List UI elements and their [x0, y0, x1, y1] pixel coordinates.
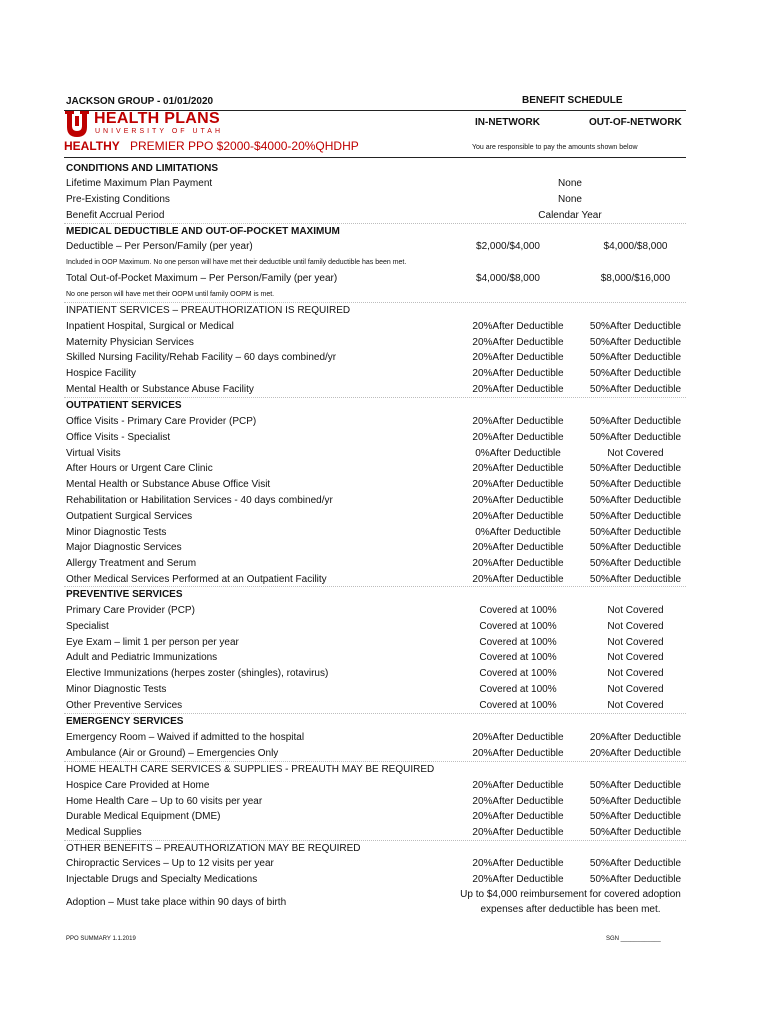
benefit-out-of-network-value: 50%After Deductible — [589, 416, 682, 427]
benefit-in-network-value: 20%After Deductible — [472, 463, 564, 475]
benefit-out-of-network-value: 50%After Deductible — [589, 558, 682, 570]
footer-right: SGN ____________ — [606, 936, 661, 942]
benefit-out-of-network-value: Not Covered — [607, 447, 664, 459]
benefit-out-of-network-value: 50%After Deductible — [589, 780, 682, 791]
benefit-row-label: Eye Exam – limit 1 per person per year — [66, 636, 239, 648]
adoption-line-2: expenses after deductible has been met. — [480, 904, 661, 915]
benefit-row-label: Mental Health or Substance Abuse Facility — [66, 383, 254, 395]
deductible-out-of-network: $4,000/$8,000 — [603, 241, 668, 252]
benefit-out-of-network-value: 50%After Deductible — [589, 510, 682, 522]
adoption-line-1: Up to $4,000 reimbursement for covered adoption — [460, 889, 681, 900]
preventive-title: PREVENTIVE SERVICES — [66, 589, 183, 600]
condition-value: Calendar Year — [538, 210, 602, 221]
inpatient-title: INPATIENT SERVICES – PREAUTHORIZATION IS REQUIRED — [66, 305, 351, 316]
footer-left: PPO SUMMARY 1.1.2019 — [66, 936, 136, 942]
benefit-in-network-value: 20%After Deductible — [472, 873, 564, 885]
section-rule — [64, 223, 686, 224]
benefit-out-of-network-value: 50%After Deductible — [589, 858, 682, 869]
benefit-out-of-network-value: Not Covered — [607, 668, 664, 680]
benefit-row-label: Major Diagnostic Services — [66, 542, 182, 554]
deductible-label: Deductible – Per Person/Family (per year) — [66, 241, 253, 252]
benefit-row-label: Inpatient Hospital, Surgical or Medical — [66, 321, 234, 332]
plan-name: PREMIER PPO $2000-$4000-20%QHDHP — [130, 139, 359, 153]
benefit-out-of-network-value: 50%After Deductible — [589, 873, 682, 885]
section-rule — [64, 840, 686, 841]
benefit-row-label: Mental Health or Substance Abuse Office Visit — [66, 479, 271, 491]
benefit-out-of-network-value: Not Covered — [607, 684, 664, 695]
benefit-in-network-value: 20%After Deductible — [472, 542, 564, 554]
benefit-row-label: Medical Supplies — [66, 827, 142, 839]
benefit-in-network-value: 20%After Deductible — [472, 495, 564, 506]
benefit-row-label: Adult and Pediatric Immunizations — [66, 652, 218, 664]
benefit-row-label: Home Health Care – Up to 60 visits per year — [66, 795, 263, 807]
benefit-row-label: Durable Medical Equipment (DME) — [66, 811, 221, 823]
benefit-row-label: Hospice Facility — [66, 368, 137, 380]
benefit-in-network-value: Covered at 100% — [479, 605, 557, 616]
benefit-row-label: Injectable Drugs and Specialty Medications — [66, 873, 258, 885]
oop-in-network: $4,000/$8,000 — [476, 273, 540, 284]
benefit-row-label: Maternity Physician Services — [66, 336, 194, 348]
section-rule — [64, 302, 686, 303]
benefit-in-network-value: 20%After Deductible — [472, 510, 564, 522]
benefit-out-of-network-value: 50%After Deductible — [589, 795, 682, 807]
deductible-note: Included in OOP Maximum. No one person will have met their deductible until family deductible has been met. — [66, 259, 407, 266]
benefit-out-of-network-value: 20%After Deductible — [589, 732, 682, 743]
benefit-row-label: Minor Diagnostic Tests — [66, 684, 167, 695]
benefit-in-network-value: 0%After Deductible — [475, 447, 561, 459]
emergency-title: EMERGENCY SERVICES — [66, 716, 184, 727]
benefit-in-network-value: Covered at 100% — [479, 620, 557, 632]
benefit-in-network-value: Covered at 100% — [479, 684, 557, 695]
benefit-row-label: Ambulance (Air or Ground) – Emergencies Only — [66, 748, 279, 759]
medical-deductible-title: MEDICAL DEDUCTIBLE AND OUT-OF-POCKET MAXIMUM — [66, 226, 340, 237]
section-rule — [64, 586, 686, 587]
benefit-out-of-network-value: 50%After Deductible — [589, 526, 682, 538]
benefit-in-network-value: 0%After Deductible — [475, 526, 561, 538]
benefit-in-network-value: 20%After Deductible — [472, 352, 564, 364]
benefit-in-network-value: 20%After Deductible — [472, 827, 564, 839]
benefit-in-network-value: 20%After Deductible — [472, 732, 564, 743]
benefit-out-of-network-value: 50%After Deductible — [589, 431, 682, 443]
benefit-out-of-network-value: 50%After Deductible — [589, 336, 682, 348]
section-rule — [64, 397, 686, 398]
group-line: JACKSON GROUP - 01/01/2020 — [66, 96, 214, 107]
benefit-out-of-network-value: Not Covered — [607, 636, 664, 648]
benefit-in-network-value: 20%After Deductible — [472, 336, 564, 348]
benefit-out-of-network-value: 50%After Deductible — [589, 368, 682, 380]
benefit-out-of-network-value: 50%After Deductible — [589, 463, 682, 475]
logo-subtitle: UNIVERSITY OF UTAH — [95, 128, 224, 135]
benefit-out-of-network-value: 20%After Deductible — [589, 748, 682, 759]
condition-label: Pre-Existing Conditions — [66, 194, 170, 205]
benefit-row-label: Office Visits - Primary Care Provider (PCP) — [66, 416, 257, 427]
oop-label: Total Out-of-Pocket Maximum – Per Person/Family (per year) — [66, 273, 338, 284]
benefit-row-label: Hospice Care Provided at Home — [66, 780, 210, 791]
home-health-title: HOME HEALTH CARE SERVICES & SUPPLIES - PREAUTH MAY BE REQUIRED — [66, 764, 435, 775]
condition-label: Benefit Accrual Period — [66, 210, 165, 221]
benefit-row-label: Outpatient Surgical Services — [66, 510, 193, 522]
column-header-out-of-network: OUT-OF-NETWORK — [589, 117, 682, 128]
benefit-out-of-network-value: Not Covered — [607, 620, 664, 632]
responsibility-note: You are responsible to pay the amounts shown below — [472, 144, 638, 151]
benefit-row-label: Virtual Visits — [66, 447, 121, 459]
benefit-in-network-value: Covered at 100% — [479, 652, 557, 664]
benefit-in-network-value: 20%After Deductible — [472, 321, 564, 332]
oop-note: No one person will have met their OOPM until family OOPM is met. — [66, 291, 275, 298]
benefit-row-label: Minor Diagnostic Tests — [66, 526, 167, 538]
section-rule — [64, 761, 686, 762]
benefit-out-of-network-value: 50%After Deductible — [589, 827, 682, 839]
benefit-in-network-value: 20%After Deductible — [472, 858, 564, 869]
benefit-out-of-network-value: Not Covered — [607, 652, 664, 664]
benefit-out-of-network-value: 50%After Deductible — [589, 542, 682, 554]
benefit-row-label: Primary Care Provider (PCP) — [66, 605, 195, 616]
benefit-in-network-value: Covered at 100% — [479, 668, 557, 680]
section-rule — [64, 713, 686, 714]
benefit-row-label: After Hours or Urgent Care Clinic — [66, 463, 213, 475]
benefit-out-of-network-value: 50%After Deductible — [589, 574, 682, 585]
deductible-in-network: $2,000/$4,000 — [476, 241, 540, 252]
benefit-out-of-network-value: 50%After Deductible — [589, 321, 682, 332]
conditions-title: CONDITIONS AND LIMITATIONS — [66, 163, 219, 174]
benefit-out-of-network-value: 50%After Deductible — [589, 383, 682, 395]
condition-value: None — [558, 178, 582, 189]
logo-name: HEALTH PLANS — [94, 110, 220, 127]
benefit-out-of-network-value: Not Covered — [607, 699, 664, 711]
benefit-row-label: Chiropractic Services – Up to 12 visits per year — [66, 858, 274, 869]
benefit-out-of-network-value: 50%After Deductible — [589, 352, 682, 364]
benefit-in-network-value: 20%After Deductible — [472, 574, 564, 585]
condition-value: None — [558, 194, 582, 205]
benefit-in-network-value: 20%After Deductible — [472, 416, 564, 427]
column-header-in-network: IN-NETWORK — [475, 117, 540, 128]
benefit-in-network-value: 20%After Deductible — [472, 479, 564, 491]
benefit-in-network-value: 20%After Deductible — [472, 795, 564, 807]
benefit-row-label: Skilled Nursing Facility/Rehab Facility – 60 days combined/yr — [66, 352, 337, 364]
benefit-in-network-value: 20%After Deductible — [472, 780, 564, 791]
benefit-in-network-value: 20%After Deductible — [472, 383, 564, 395]
benefit-in-network-value: Covered at 100% — [479, 699, 557, 711]
benefit-in-network-value: 20%After Deductible — [472, 368, 564, 380]
benefit-row-label: Elective Immunizations (herpes zoster (shingles), rotavirus) — [66, 668, 329, 680]
benefit-row-label: Office Visits - Specialist — [66, 431, 171, 443]
benefit-in-network-value: 20%After Deductible — [472, 811, 564, 823]
condition-label: Lifetime Maximum Plan Payment — [66, 178, 213, 189]
oop-out-of-network: $8,000/$16,000 — [600, 273, 671, 284]
adoption-label: Adoption – Must take place within 90 days of birth — [66, 897, 287, 908]
benefit-row-label: Allergy Treatment and Serum — [66, 558, 197, 570]
benefit-row-label: Other Medical Services Performed at an Outpatient Facility — [66, 574, 327, 585]
benefit-out-of-network-value: 50%After Deductible — [589, 479, 682, 491]
benefit-out-of-network-value: 50%After Deductible — [589, 811, 682, 823]
benefit-row-label: Specialist — [66, 620, 109, 632]
logo-tag: HEALTHY — [64, 139, 120, 153]
benefit-in-network-value: 20%After Deductible — [472, 748, 564, 759]
benefit-in-network-value: 20%After Deductible — [472, 558, 564, 570]
outpatient-title: OUTPATIENT SERVICES — [66, 400, 182, 411]
benefit-row-label: Other Preventive Services — [66, 699, 183, 711]
header-rule-bottom — [64, 157, 686, 158]
benefit-row-label: Rehabilitation or Habilitation Services - 40 days combined/yr — [66, 495, 333, 506]
schedule-title: BENEFIT SCHEDULE — [522, 95, 623, 106]
benefit-out-of-network-value: 50%After Deductible — [589, 495, 682, 506]
benefit-in-network-value: Covered at 100% — [479, 636, 557, 648]
other-benefits-title: OTHER BENEFITS – PREAUTHORIZATION MAY BE REQUIRED — [66, 843, 361, 854]
benefit-in-network-value: 20%After Deductible — [472, 431, 564, 443]
university-logo-icon — [64, 110, 90, 138]
benefit-row-label: Emergency Room – Waived if admitted to the hospital — [66, 732, 305, 743]
benefit-out-of-network-value: Not Covered — [607, 605, 664, 616]
